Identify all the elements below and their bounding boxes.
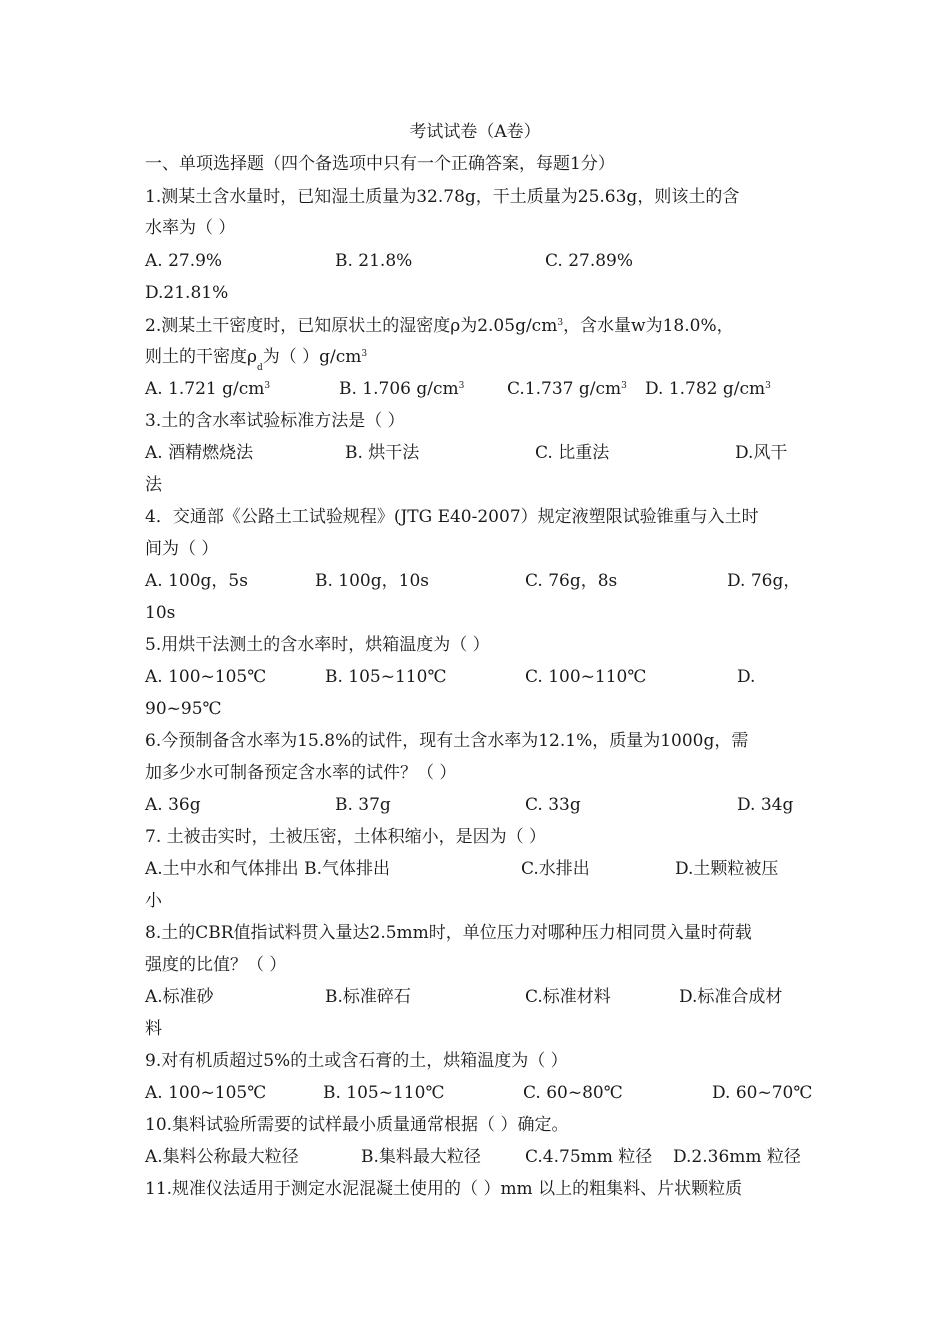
question-2-text-cont: 则土的干密度$\rho_d$为（ ）$g/cm^3$ [145, 347, 368, 373]
question-5-option-d-cont: 90~95℃ [145, 699, 222, 719]
option-a: A. 酒精燃烧法 [145, 443, 254, 463]
question-3-option-d-cont: 法 [145, 475, 162, 495]
question-6-text-cont: 加多少水可制备预定含水率的试件？（ ） [145, 763, 457, 783]
option-c: C. 100~110℃ [525, 667, 647, 687]
option-a: A.标准砂 [145, 987, 214, 1007]
option-b: B.集料最大粒径 [361, 1147, 481, 1167]
option-d: D.标准合成材 [679, 987, 783, 1007]
question-2-text: 2.测某土干密度时，已知原状土的湿密度ρ为$2.05g/cm^3$，含水量w为18.0%， [145, 316, 734, 336]
option-a: A.集料公称最大粒径 [145, 1147, 299, 1167]
option-d: D. 60~70℃ [712, 1083, 813, 1103]
option-a-b: A.土中水和气体排出 B.气体排出 [145, 859, 390, 879]
option-b: B. 烘干法 [345, 443, 420, 463]
option-a: A. 1.721 $g/cm^3$ [145, 379, 271, 399]
question-1-text-cont: 水率为（ ） [145, 218, 236, 238]
question-4-text: 4．交通部《公路土工试验规程》(JTG E40-2007）规定液塑限试验锥重与入土时 [145, 507, 759, 527]
option-d: D.2.36mm 粒径 [673, 1147, 801, 1167]
option-d: D. 34g [737, 795, 794, 815]
option-c: C.标准材料 [525, 987, 611, 1007]
question-5-text: 5.用烘干法测土的含水率时，烘箱温度为（ ） [145, 635, 490, 655]
option-d: D.风干 [735, 443, 788, 463]
question-7-option-d-cont: 小 [145, 891, 162, 911]
question-4-option-d-cont: 10s [145, 603, 176, 623]
question-10-text: 10.集料试验所需要的试样最小质量通常根据（ ）确定。 [145, 1115, 569, 1135]
question-8-text: 8.土的CBR值指试料贯入量达2.5mm时，单位压力对哪种压力相同贯入量时荷载 [145, 923, 752, 943]
option-b: B. 1.706 $g/cm^3$ [339, 379, 465, 399]
option-b: B. 21.8% [335, 251, 413, 271]
option-a: A. 36g [145, 795, 201, 815]
option-c: C. 60~80℃ [523, 1083, 623, 1103]
option-b: B. 105~110℃ [325, 667, 447, 687]
option-c: C.4.75mm 粒径 [525, 1147, 653, 1167]
question-6-text: 6.今预制备含水率为15.8%的试件，现有土含水率为12.1%，质量为1000g，需 [145, 731, 749, 751]
question-8-text-cont: 强度的比值？（ ） [145, 955, 287, 975]
option-d: D.土颗粒被压 [675, 859, 779, 879]
page-title: 考试试卷（A卷） [409, 122, 541, 142]
option-d: D. 1.782 $g/cm^3$ [645, 379, 771, 399]
question-4-text-cont: 间为（ ） [145, 539, 219, 559]
question-1-text: 1.测某土含水量时，已知湿土质量为32.78g，干土质量为25.63g，则该土的含 [145, 187, 740, 207]
option-c: C. 33g [525, 795, 581, 815]
question-8-option-d-cont: 料 [145, 1019, 162, 1039]
question-7-text: 7. 土被击实时，土被压密，土体积缩小，是因为（ ） [145, 827, 547, 847]
option-a: A. 100~105℃ [145, 1083, 267, 1103]
option-a: A. 100g，5s [145, 571, 248, 591]
section-heading: 一、单项选择题（四个备选项中只有一个正确答案，每题1分） [145, 154, 615, 174]
option-b: B. 105~110℃ [323, 1083, 445, 1103]
question-1-option-d: D.21.81% [145, 283, 229, 303]
option-a: A. 27.9% [145, 251, 223, 271]
option-c: C.水排出 [521, 859, 590, 879]
question-11-text: 11.规准仪法适用于测定水泥混凝土使用的（ ）mm 以上的粗集料、片状颗粒质 [145, 1179, 743, 1199]
option-d: D. [737, 667, 756, 687]
option-c: C. 比重法 [535, 443, 610, 463]
option-c: C. 76g，8s [525, 571, 618, 591]
question-3-text: 3.土的含水率试验标准方法是（ ） [145, 411, 405, 431]
question-9-text: 9.对有机质超过5%的土或含石膏的土，烘箱温度为（ ） [145, 1051, 568, 1071]
option-c: C. 27.89% [545, 251, 634, 271]
option-b: B. 37g [335, 795, 391, 815]
option-b: B.标准碎石 [325, 987, 411, 1007]
option-a: A. 100~105℃ [145, 667, 267, 687]
option-c: C.1.737 $g/cm^3$ [507, 379, 627, 399]
option-b: B. 100g，10s [315, 571, 429, 591]
option-d: D. 76g， [727, 571, 801, 591]
